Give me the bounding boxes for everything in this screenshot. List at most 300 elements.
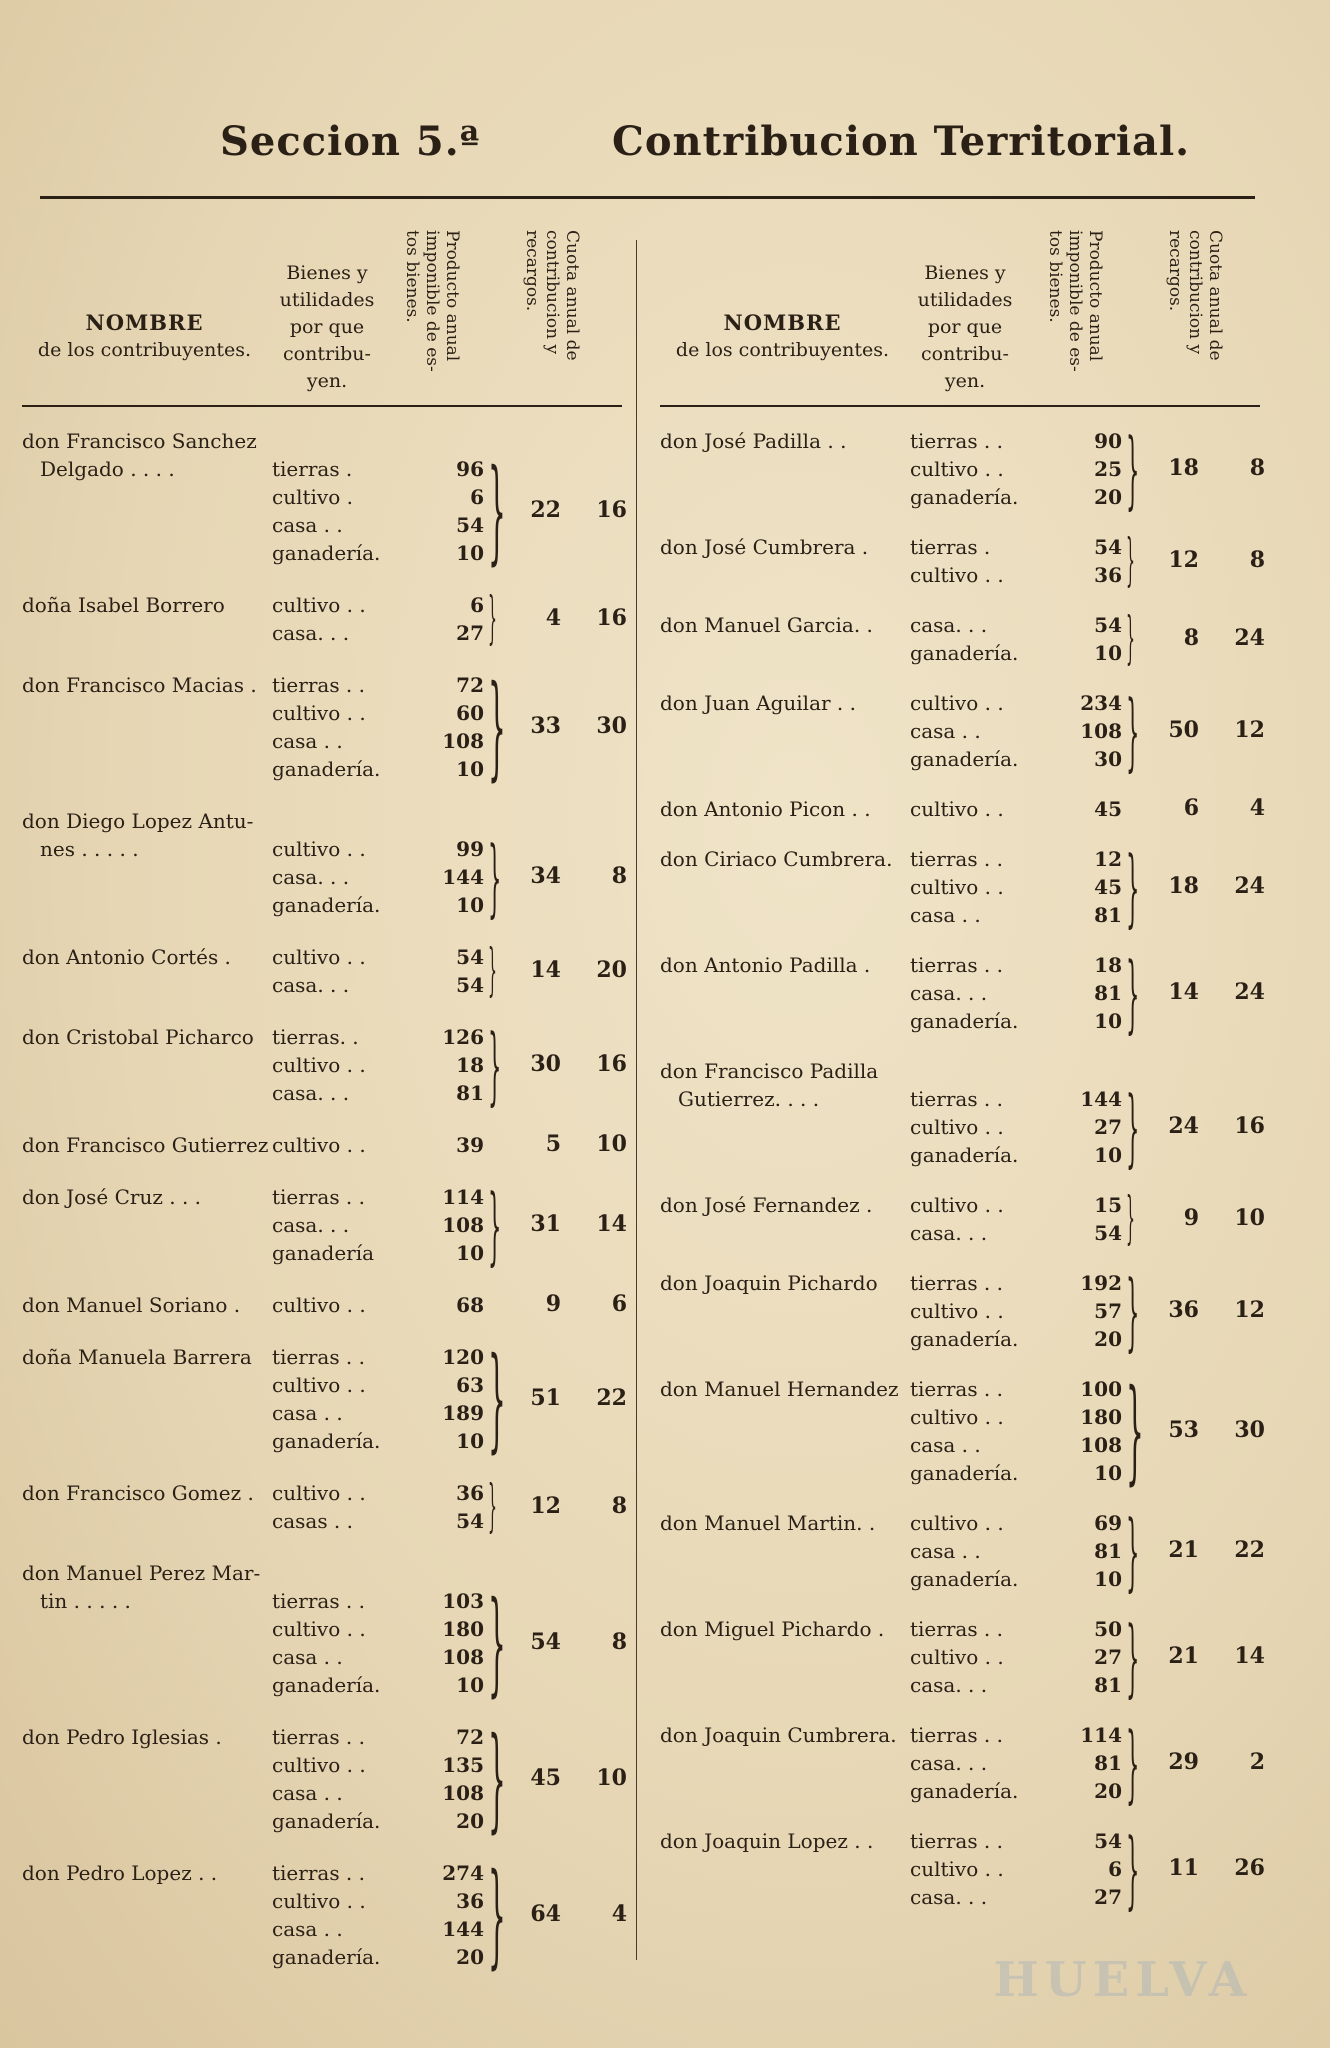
name-line: don Francisco Macias . <box>22 673 257 697</box>
taxpayer-name <box>22 1131 292 1159</box>
goods-list <box>272 1183 387 1267</box>
quota-main: 9 <box>1183 1205 1199 1231</box>
goods-list <box>910 1375 1025 1487</box>
goods-list <box>910 1191 1025 1247</box>
goods-list <box>272 1291 387 1319</box>
taxpayer-name <box>22 671 292 699</box>
list-item <box>660 1057 1265 1176</box>
goods-item: ganadería. <box>272 1673 381 1697</box>
product-values <box>1042 533 1122 589</box>
product-value: 144 <box>442 1917 484 1941</box>
quota-fraction: 12 <box>1234 717 1265 743</box>
table-header <box>22 200 622 407</box>
list-item <box>660 1820 1265 1918</box>
goods-item: casa. . . <box>910 613 988 637</box>
column-divider <box>636 240 637 1960</box>
product-values <box>1042 795 1122 823</box>
brace-icon: } <box>1126 1608 1140 1706</box>
product-value: 108 <box>1080 719 1122 743</box>
quota-fraction: 12 <box>1234 1297 1265 1323</box>
goods-list <box>272 943 387 999</box>
quota-fraction: 4 <box>611 1901 627 1927</box>
brace-icon: } <box>1126 528 1135 593</box>
quota-main: 5 <box>545 1131 561 1157</box>
product-value: 72 <box>456 1725 484 1749</box>
product-values <box>404 835 484 919</box>
goods-item: casa. . . <box>910 1221 988 1245</box>
quota-main: 12 <box>530 1493 561 1519</box>
taxpayer-name <box>660 795 930 823</box>
product-value: 25 <box>1094 457 1122 481</box>
product-value: 144 <box>442 865 484 889</box>
product-value: 27 <box>1094 1885 1122 1909</box>
product-values <box>404 1291 484 1319</box>
product-value: 90 <box>1094 429 1122 453</box>
taxpayer-name <box>22 943 292 971</box>
list-item <box>22 1559 627 1708</box>
taxpayer-name <box>22 1723 292 1751</box>
goods-list <box>910 1085 1025 1169</box>
product-value: 189 <box>442 1401 484 1425</box>
goods-item: cultivo . . <box>272 701 366 725</box>
list-item <box>22 1131 627 1159</box>
name-line: doña Manuela Barrera <box>22 1345 252 1369</box>
goods-list <box>272 671 387 783</box>
goods-item: ganadería. <box>910 485 1019 509</box>
brace-icon: } <box>488 1334 506 1464</box>
goods-item: ganadería. <box>910 1327 1019 1351</box>
goods-item: ganadería. <box>272 1809 381 1833</box>
brace-icon: } <box>488 1176 502 1274</box>
brace-icon: } <box>488 1578 506 1708</box>
goods-list <box>272 1343 387 1455</box>
product-values <box>1042 1375 1122 1487</box>
brace-icon: } <box>1126 1078 1140 1176</box>
taxpayer-name <box>660 1375 930 1403</box>
taxpayer-name <box>660 1191 930 1219</box>
goods-item: casa. . . <box>910 1885 988 1909</box>
quota-main: 12 <box>1168 547 1199 573</box>
product-value: 180 <box>442 1617 484 1641</box>
product-value: 20 <box>456 1945 484 1969</box>
product-value: 114 <box>442 1185 484 1209</box>
product-value: 36 <box>1094 563 1122 587</box>
goods-item: tierras . . <box>910 1617 1004 1641</box>
product-value: 68 <box>456 1293 484 1317</box>
goods-item: ganadería. <box>910 1143 1019 1167</box>
taxpayer-name <box>660 1827 930 1855</box>
quota-main: 8 <box>1183 625 1199 651</box>
quota-main: 54 <box>530 1629 561 1655</box>
goods-item: ganadería. <box>272 1945 381 1969</box>
product-value: 6 <box>470 593 484 617</box>
goods-list <box>910 1721 1025 1805</box>
taxpayer-name <box>22 1559 292 1615</box>
goods-list <box>272 1023 387 1107</box>
goods-list <box>272 1587 387 1699</box>
brace-icon: } <box>1126 420 1140 518</box>
quota-fraction: 24 <box>1234 873 1265 899</box>
product-value: 18 <box>456 1053 484 1077</box>
list-item <box>660 420 1265 518</box>
quota-fraction: 16 <box>1234 1113 1265 1139</box>
name-line: don José Padilla . . <box>660 429 847 453</box>
goods-list <box>910 611 1025 667</box>
name-line: don Diego Lopez Antu- <box>22 809 254 833</box>
product-values <box>1042 951 1122 1035</box>
goods-item: casa . . <box>272 1645 343 1669</box>
product-value: 100 <box>1080 1377 1122 1401</box>
list-item <box>22 1176 627 1274</box>
product-value: 20 <box>1094 485 1122 509</box>
taxpayer-name <box>660 533 930 561</box>
brace-icon: } <box>1126 1820 1140 1918</box>
list-item <box>660 1714 1265 1812</box>
name-line: don Joaquin Cumbrera. <box>660 1723 897 1747</box>
taxpayer-name <box>22 807 292 863</box>
taxpayer-name <box>660 1057 930 1113</box>
goods-item: cultivo . . <box>272 593 366 617</box>
quota-main: 6 <box>1183 795 1199 821</box>
list-item <box>22 586 627 651</box>
goods-header: Bienes y utilidades por que contribu- yen. <box>917 262 1013 392</box>
product-value: 10 <box>456 757 484 781</box>
product-value: 6 <box>470 485 484 509</box>
product-values <box>404 1587 484 1699</box>
goods-item: tierras . . <box>910 847 1004 871</box>
goods-item: ganadería. <box>910 641 1019 665</box>
goods-list <box>910 845 1025 929</box>
goods-list <box>272 1479 387 1535</box>
name-line: don Pedro Iglesias . <box>22 1725 222 1749</box>
taxpayer-name <box>660 1509 930 1537</box>
brace-icon: } <box>1126 1186 1135 1251</box>
list-item <box>22 1291 627 1319</box>
product-value: 10 <box>1094 1009 1122 1033</box>
product-value: 54 <box>1094 1221 1122 1245</box>
brace-icon: } <box>488 938 497 1003</box>
quota-main: 14 <box>530 957 561 983</box>
list-item <box>660 1262 1265 1360</box>
goods-header: Bienes y utilidades por que contribu- yen. <box>279 262 375 392</box>
quota-main: 53 <box>1168 1417 1199 1443</box>
goods-item: casa . . <box>272 1781 343 1805</box>
brace-icon: } <box>1126 1502 1140 1600</box>
taxpayer-name <box>22 1291 292 1319</box>
name-line: Delgado . . . . <box>40 457 175 481</box>
list-item <box>660 682 1265 780</box>
goods-item: tierras. . <box>272 1025 359 1049</box>
taxpayer-name <box>22 1183 292 1211</box>
quota-fraction: 30 <box>596 713 627 739</box>
product-value: 39 <box>456 1133 484 1157</box>
product-value: 114 <box>1080 1723 1122 1747</box>
page-header <box>0 118 1330 178</box>
list-item <box>660 795 1265 823</box>
quota-main: 50 <box>1168 717 1199 743</box>
goods-list <box>272 1723 387 1835</box>
goods-item: tierras . . <box>272 1345 366 1369</box>
product-value: 108 <box>442 1213 484 1237</box>
goods-list <box>910 1509 1025 1593</box>
list-item <box>22 938 627 1003</box>
quota-fraction: 16 <box>596 1051 627 1077</box>
goods-item: casa . . <box>272 729 343 753</box>
product-value: 36 <box>456 1889 484 1913</box>
name-line: don Joaquin Pichardo <box>660 1271 878 1295</box>
goods-item: casa. . . <box>272 1081 350 1105</box>
goods-item: cultivo . . <box>272 1889 366 1913</box>
name-line: don José Fernandez . <box>660 1193 873 1217</box>
goods-item: cultivo . . <box>910 691 1004 715</box>
list-item <box>22 1016 627 1114</box>
goods-list <box>910 951 1025 1035</box>
goods-item: cultivo . . <box>272 1617 366 1641</box>
goods-item: cultivo . . <box>910 1115 1004 1139</box>
goods-item: ganadería. <box>272 1429 381 1453</box>
taxpayer-name <box>660 1615 930 1643</box>
brace-icon: } <box>1126 682 1140 780</box>
goods-item: tierras . . <box>272 673 366 697</box>
list-item <box>660 1186 1265 1251</box>
product-values <box>404 591 484 647</box>
product-values <box>1042 1269 1122 1353</box>
list-item <box>22 662 627 792</box>
quota-fraction: 26 <box>1234 1855 1265 1881</box>
product-values <box>1042 1509 1122 1593</box>
quota-main: 14 <box>1168 979 1199 1005</box>
goods-item: casa . . <box>272 513 343 537</box>
goods-item: cultivo . . <box>910 1857 1004 1881</box>
quota-fraction: 10 <box>1234 1205 1265 1231</box>
quota-fraction: 22 <box>1234 1537 1265 1563</box>
product-value: 54 <box>1094 1829 1122 1853</box>
product-value: 6 <box>1108 1857 1122 1881</box>
product-value: 45 <box>1094 875 1122 899</box>
list-item <box>22 1850 627 1980</box>
product-values <box>404 1723 484 1835</box>
product-values <box>1042 1191 1122 1247</box>
goods-item: cultivo . . <box>910 797 1004 821</box>
product-value: 192 <box>1080 1271 1122 1295</box>
product-values <box>1042 427 1122 511</box>
name-line: don Miguel Pichardo . <box>660 1617 885 1641</box>
goods-item: ganadería. <box>272 541 381 565</box>
name-line: don Joaquin Lopez . . <box>660 1829 874 1853</box>
taxpayer-name <box>22 427 292 483</box>
product-value: 54 <box>1094 535 1122 559</box>
goods-item: tierras . . <box>910 953 1004 977</box>
quota-main: 24 <box>1168 1113 1199 1139</box>
brace-icon: } <box>1126 944 1140 1042</box>
quota-header: Cuota anual de contribucion y recargos. <box>1165 230 1225 361</box>
quota-main: 18 <box>1168 455 1199 481</box>
product-values <box>1042 611 1122 667</box>
goods-item: cultivo . . <box>910 1511 1004 1535</box>
list-item <box>22 1474 627 1539</box>
goods-item: casa . . <box>272 1401 343 1425</box>
name-line: don Manuel Perez Mar- <box>22 1561 261 1585</box>
goods-item: ganadería. <box>910 1567 1019 1591</box>
product-header: Producto anual imponible de es- tos bienes. <box>1045 230 1105 372</box>
product-values <box>1042 1721 1122 1805</box>
quota-fraction: 4 <box>1249 795 1265 821</box>
quota-main: 33 <box>530 713 561 739</box>
product-value: 99 <box>456 837 484 861</box>
goods-item: tierras . . <box>272 1185 366 1209</box>
goods-item: cultivo . . <box>272 945 366 969</box>
goods-item: casa . . <box>910 903 981 927</box>
product-value: 103 <box>442 1589 484 1613</box>
product-values <box>404 1479 484 1535</box>
product-value: 36 <box>456 1481 484 1505</box>
quota-main: 22 <box>530 497 561 523</box>
product-values <box>1042 1085 1122 1169</box>
brace-icon: } <box>1126 606 1135 671</box>
list-item <box>22 1714 627 1844</box>
product-value: 81 <box>1094 981 1122 1005</box>
quota-fraction: 24 <box>1234 625 1265 651</box>
name-line: don Antonio Padilla . <box>660 953 871 977</box>
taxpayer-name <box>660 951 930 979</box>
goods-list <box>910 1269 1025 1353</box>
page-title: Contribucion Territorial. <box>612 118 1191 165</box>
quota-fraction: 14 <box>596 1211 627 1237</box>
goods-list <box>272 455 387 567</box>
product-value: 108 <box>1080 1433 1122 1457</box>
left-register <box>22 200 627 1980</box>
goods-list <box>910 795 1025 823</box>
product-value: 10 <box>456 1429 484 1453</box>
goods-item: cultivo . . <box>272 1293 366 1317</box>
product-values <box>404 1343 484 1455</box>
taxpayer-name <box>660 427 930 455</box>
goods-item: casa. . . <box>272 865 350 889</box>
goods-list <box>910 1615 1025 1699</box>
product-value: 50 <box>1094 1617 1122 1641</box>
quota-main: 11 <box>1168 1855 1199 1881</box>
product-value: 81 <box>1094 1673 1122 1697</box>
goods-item: casa . . <box>910 1433 981 1457</box>
name-line: Gutierrez. . . . <box>678 1087 820 1111</box>
taxpayer-name <box>22 1023 292 1051</box>
product-values <box>404 455 484 567</box>
brace-icon: } <box>488 1714 506 1844</box>
goods-item: ganadería. <box>272 757 381 781</box>
product-value: 81 <box>1094 1751 1122 1775</box>
goods-item: tierras . . <box>910 1829 1004 1853</box>
brace-icon: } <box>488 828 502 926</box>
name-line: don Manuel Martin. . <box>660 1511 876 1535</box>
list-item <box>22 427 627 576</box>
goods-item: casa . . <box>910 719 981 743</box>
product-value: 57 <box>1094 1299 1122 1323</box>
product-value: 54 <box>456 945 484 969</box>
product-value: 10 <box>456 893 484 917</box>
list-item <box>22 807 627 926</box>
quota-main: 31 <box>530 1211 561 1237</box>
brace-icon: } <box>1126 1366 1144 1496</box>
name-header: NOMBRE de los contribuyentes. <box>37 310 252 361</box>
brace-icon: } <box>488 1474 497 1539</box>
goods-item: casa. . . <box>272 1213 350 1237</box>
name-line: don Antonio Cortés . <box>22 945 231 969</box>
product-value: 27 <box>1094 1645 1122 1669</box>
name-line: don Francisco Gomez . <box>22 1481 254 1505</box>
product-values <box>404 1859 484 1971</box>
table-header <box>660 200 1260 407</box>
goods-list <box>910 1827 1025 1911</box>
goods-item: cultivo . . <box>910 875 1004 899</box>
product-value: 69 <box>1094 1511 1122 1535</box>
product-value: 12 <box>1094 847 1122 871</box>
product-values <box>1042 689 1122 773</box>
name-line: don Francisco Padilla <box>660 1059 879 1083</box>
list-item <box>660 1608 1265 1706</box>
product-value: 54 <box>456 1509 484 1533</box>
product-value: 120 <box>442 1345 484 1369</box>
name-header: NOMBRE de los contribuyentes. <box>675 310 890 361</box>
quota-main: 9 <box>545 1291 561 1317</box>
goods-item: tierras . <box>910 535 991 559</box>
goods-item: ganadería. <box>910 747 1019 771</box>
taxpayer-name <box>660 611 930 639</box>
quota-header: Cuota anual de contribucion y recargos. <box>522 230 582 361</box>
goods-item: cultivo . . <box>272 1373 366 1397</box>
product-value: 108 <box>442 1645 484 1669</box>
product-value: 30 <box>1094 747 1122 771</box>
quota-fraction: 8 <box>611 863 627 889</box>
goods-list <box>272 1131 387 1159</box>
product-values <box>1042 845 1122 929</box>
quota-main: 21 <box>1168 1537 1199 1563</box>
quota-fraction: 22 <box>596 1385 627 1411</box>
product-value: 54 <box>456 513 484 537</box>
goods-list <box>910 689 1025 773</box>
taxpayer-name <box>660 1269 930 1297</box>
goods-item: cultivo . . <box>272 1053 366 1077</box>
list-item <box>660 838 1265 936</box>
product-values <box>1042 1615 1122 1699</box>
product-value: 180 <box>1080 1405 1122 1429</box>
product-value: 144 <box>1080 1087 1122 1111</box>
product-value: 20 <box>1094 1779 1122 1803</box>
goods-item: cultivo . . <box>910 457 1004 481</box>
quota-fraction: 30 <box>1234 1417 1265 1443</box>
product-value: 10 <box>456 1241 484 1265</box>
product-value: 81 <box>1094 1539 1122 1563</box>
name-line: don Francisco Sanchez <box>22 429 257 453</box>
quota-main: 36 <box>1168 1297 1199 1323</box>
brace-icon: } <box>488 446 506 576</box>
product-value: 81 <box>456 1081 484 1105</box>
name-line: don Manuel Soriano . <box>22 1293 241 1317</box>
name-line: tin . . . . . <box>40 1589 131 1613</box>
goods-item: ganadería. <box>910 1009 1019 1033</box>
name-line: don Pedro Lopez . . <box>22 1861 218 1885</box>
product-value: 126 <box>442 1025 484 1049</box>
goods-item: casa . . <box>272 1917 343 1941</box>
product-value: 27 <box>1094 1115 1122 1139</box>
product-value: 15 <box>1094 1193 1122 1217</box>
name-line: don José Cruz . . . <box>22 1185 202 1209</box>
quota-main: 51 <box>530 1385 561 1411</box>
brace-icon: } <box>1126 838 1140 936</box>
quota-main: 64 <box>530 1901 561 1927</box>
list-item <box>660 1502 1265 1600</box>
quota-fraction: 6 <box>611 1291 627 1317</box>
product-value: 234 <box>1080 691 1122 715</box>
